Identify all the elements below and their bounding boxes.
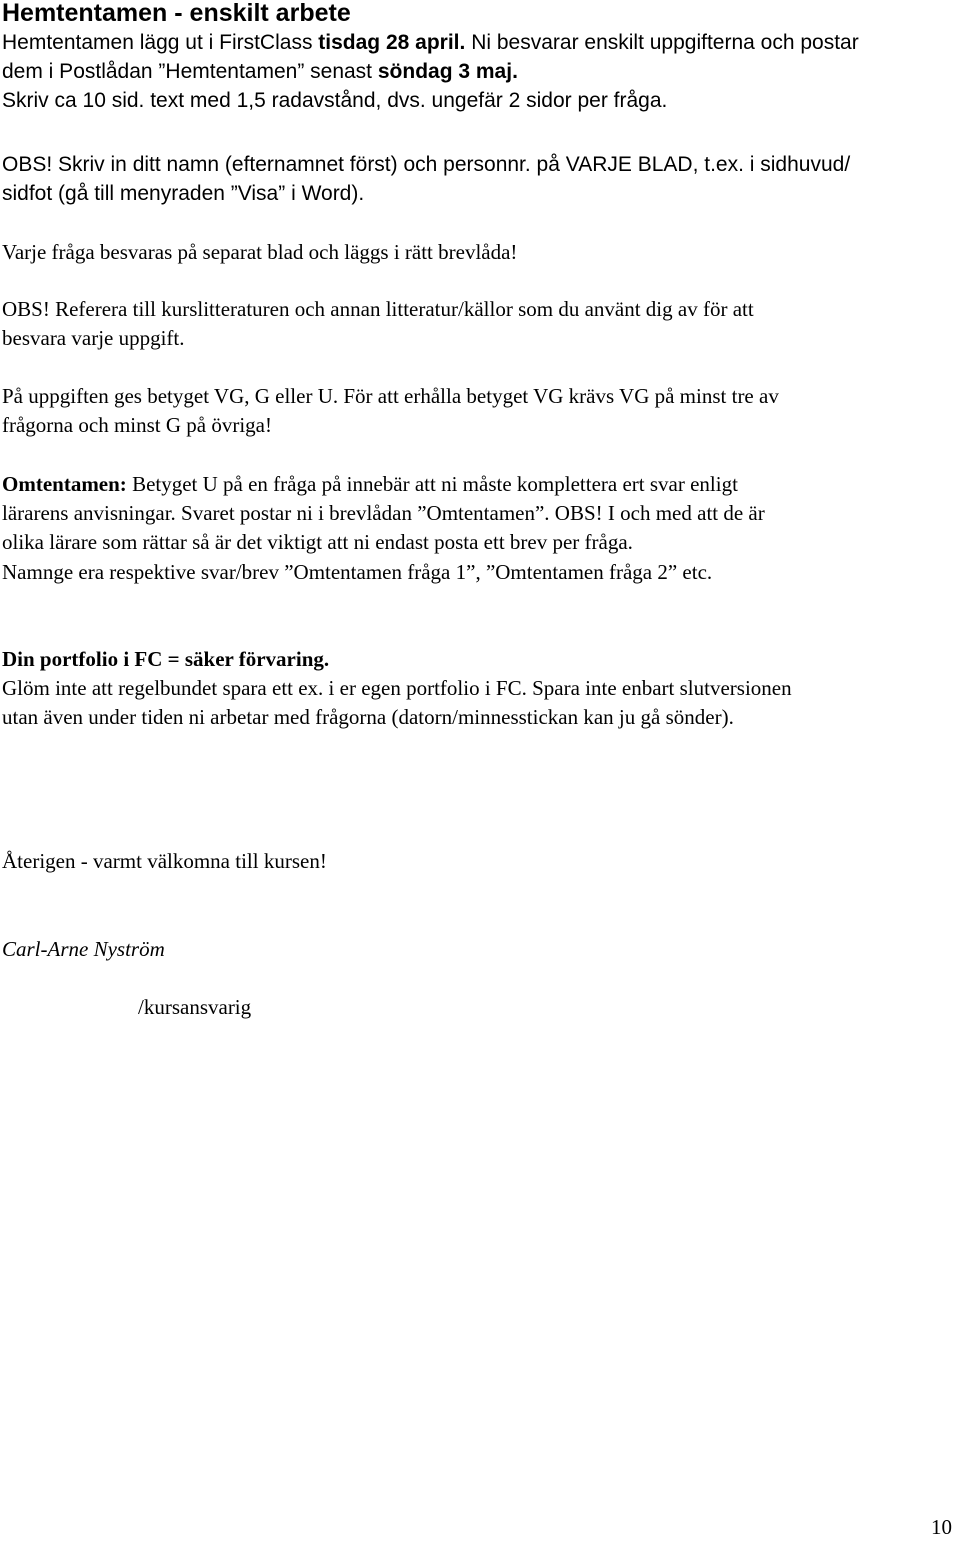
page-number: 10 [931,1515,952,1539]
grades-paragraph: På uppgiften ges betyget VG, G eller U. För att erhålla betyget VG krävs VG på minst tre av frågorna och minst G på övriga! [2,384,779,438]
page-title: Hemtentamen - enskilt arbete [2,0,351,27]
intro-line-3: Skriv ca 10 sid. text med 1,5 radavstånd, dvs. ungefär 2 sidor per fråga. [2,89,668,113]
intro-line-1: Hemtentamen lägg ut i FirstClass tisdag 28 april. Ni besvarar enskilt uppgifterna och postar [2,31,859,54]
separate-sheet-paragraph: Varje fråga besvaras på separat blad och läggs i rätt brevlåda! [2,240,518,264]
welcome-text: Återigen - varmt välkomna till kursen! [2,849,327,873]
post-date: tisdag 28 april. [318,31,466,54]
portfolio-paragraph: Din portfolio i FC = säker förvaring. Glöm inte att regelbundet spara ett ex. i er egen portfolio i FC. Spara inte enbart slutversionen utan även under tiden ni arbetar med frågorna (datorn/minnesstickan kan ju gå sönder). [2,647,792,730]
obs-references-paragraph: OBS! Referera till kurslitteraturen och annan litteratur/källor som du använt dig av för att besvara varje uppgift. [2,297,754,351]
intro-line-2: dem i Postlådan ”Hemtentamen” senast söndag 3 maj. [2,60,518,84]
intro-paragraph [2,28,958,116]
obs-name-paragraph: OBS! Skriv in ditt namn (efternamnet först) och personnr. på VARJE BLAD, t.ex. i sidhuvud/ sidfot (gå till menyraden ”Visa” i Word). [2,153,851,206]
portfolio-heading: Din portfolio i FC = säker förvaring. [2,647,330,671]
omtentamen-paragraph: Omtentamen: Betyget U på en fråga på innebär att ni måste komplettera ert svar enligt lärarens anvisningar. Svaret postar ni i brevlådan ”Omtentamen”. OBS! I och med att de är olika lärare som rättar så är det viktigt att ni endast posta ett brev per fråga. Namnge era respektive svar/brev ”Omtentamen fråga 1”, ”Omtentamen fråga 2” etc. [2,472,765,584]
omtentamen-label: Omtentamen: [2,472,127,496]
signature-name: Carl-Arne Nyström [2,937,165,961]
signature-role: /kursansvarig [138,995,252,1019]
deadline-date: söndag 3 maj. [377,60,518,84]
